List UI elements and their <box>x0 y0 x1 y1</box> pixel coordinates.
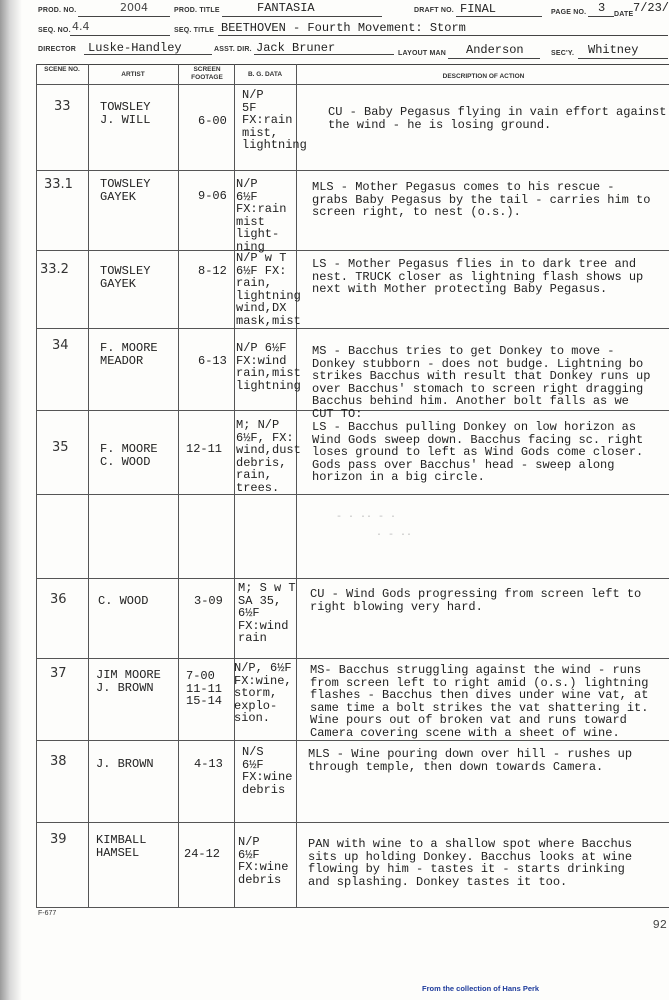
row-divider <box>36 740 669 741</box>
description-cell: CU - Wind Gods progressing from screen left to right blowing very hard. <box>310 587 642 614</box>
table-bottom-border <box>36 907 669 908</box>
description-cell: PAN with wine to a shallow spot where Bacchus sits up holding Donkey. Bacchus looks at wine flowing by him - tastes it - starts drinking and splashing. Donkey tastes it too. <box>308 837 633 889</box>
row-divider <box>36 170 669 171</box>
draft-no-line <box>456 16 542 17</box>
secy-value: Whitney <box>588 43 639 57</box>
layout-man-line <box>448 58 540 59</box>
prod-title-value: FANTASIA <box>257 1 315 15</box>
seq-title-label: SEQ. TITLE <box>174 27 215 34</box>
bg-data-cell: M; S w T SA 35, 6½F FX:wind rain <box>238 581 296 645</box>
scan-edge-shadow <box>0 0 22 1000</box>
description-cell: LS - Mother Pegasus flies in to dark tree and nest. TRUCK closer as lightning flash shows up next with Mother protecting Baby Pegasus. <box>312 257 644 296</box>
scene-number: 39 <box>50 832 67 847</box>
draft-no-value: FINAL <box>460 2 497 16</box>
page-no-label: PAGE NO. <box>551 9 587 16</box>
prod-title-line <box>222 16 382 17</box>
prod-title-label: PROD. TITLE <box>174 7 220 14</box>
prod-no-value: 2004 <box>120 1 148 14</box>
scene-number: 36 <box>50 592 67 607</box>
footage-cell: 6-13 <box>198 354 227 368</box>
row-divider <box>36 494 669 495</box>
col-header-scene: SCENE NO. <box>44 66 80 73</box>
bg-data-cell: N/P 6½F FX:wind rain,mist lightning <box>236 341 301 393</box>
seq-title-line <box>218 35 668 36</box>
prod-no-line <box>78 16 170 17</box>
director-value: Luske-Handley <box>88 41 182 55</box>
header-divider <box>36 84 669 85</box>
scene-number: 35 <box>52 440 69 455</box>
col-header-bg: B. G. DATA <box>247 71 283 78</box>
bg-data-cell: M; N/P 6½F, FX: wind,dust debris, rain, trees. <box>236 418 301 495</box>
form-code: F-677 <box>38 910 57 917</box>
draft-no-label: DRAFT NO. <box>414 7 454 14</box>
column-divider <box>178 64 179 908</box>
layout-man-value: Anderson <box>466 43 524 57</box>
bg-data-cell: N/P, 6½F FX:wine, storm, explo- sion. <box>234 661 292 725</box>
column-divider <box>88 64 89 908</box>
artist-cell: TOWSLEY J. WILL <box>100 100 151 127</box>
description-cell: MLS - Wine pouring down over hill - rushes up through temple, then down towards Camera. <box>308 747 633 774</box>
scene-table <box>36 64 669 908</box>
date-label: DATE <box>614 11 634 18</box>
seq-no-label: SEQ. NO. <box>38 27 71 34</box>
description-cell: CU - Baby Pegasus flying in vain effort against the wind - he is losing ground. <box>328 105 667 132</box>
description-cell: MS- Bacchus struggling against the wind - runs from screen left to right amid (o.s.) lightning flashes - Bacchus then dives under wine vat, at same time a bolt strikes the vat shattering it. Wine pours out of broken vat and runs toward Camera covering scene with a sheet of wine. <box>310 663 649 740</box>
layout-man-label: LAYOUT MAN <box>398 50 447 57</box>
page-no-line <box>588 16 614 17</box>
scene-number: 38 <box>50 754 67 769</box>
description-cell: LS - Bacchus pulling Donkey on low horizon as Wind Gods sweep down. Bacchus facing sc. right loses ground to left as Wind Gods come closer. Gods pass over Bacchus' head - sweep along horizon in a big circle. <box>312 420 644 484</box>
column-divider <box>36 64 37 908</box>
row-divider <box>36 328 669 329</box>
artist-cell: JIM MOORE J. BROWN <box>96 668 161 695</box>
seq-no-line <box>70 35 170 36</box>
column-divider <box>234 64 235 908</box>
footage-cell: 6-00 <box>198 114 227 128</box>
bg-data-cell: N/S 6½F FX:wine debris <box>242 745 293 797</box>
erased-marks: - · ·· - · <box>336 512 397 523</box>
page-mark: 92 <box>652 918 667 932</box>
footage-cell: 3-09 <box>194 594 223 608</box>
asst-dir-value: Jack Bruner <box>256 41 336 55</box>
scene-number: 33 <box>54 99 71 114</box>
scene-number: 37 <box>50 666 67 681</box>
asst-dir-label: ASST. DIR. <box>214 46 252 53</box>
table-top-border <box>36 64 669 65</box>
date-value: 7/23/ <box>633 1 669 15</box>
bg-data-cell: N/P 6½F FX:wine debris <box>238 835 289 887</box>
col-header-footage: SCREEN FOOTAGE <box>191 66 223 81</box>
bg-data-cell: N/P w T 6½F FX: rain, lightning wind,DX mask,mist <box>236 251 301 328</box>
col-header-description: DESCRIPTION OF ACTION <box>442 73 525 80</box>
footage-cell: 7-00 11-11 15-14 <box>186 669 223 708</box>
row-divider <box>36 822 669 823</box>
row-divider <box>36 578 669 579</box>
description-cell: MLS - Mother Pegasus comes to his rescue - grabs Baby Pegasus by the tail - carries him to screen right, to nest (o.s.). <box>312 180 651 219</box>
collection-credit: From the collection of Hans Perk <box>422 984 540 993</box>
director-label: DIRECTOR <box>38 46 77 53</box>
col-header-artist: ARTIST <box>121 71 145 78</box>
footage-cell: 8-12 <box>198 264 227 278</box>
artist-cell: KIMBALL HAMSEL <box>96 833 147 860</box>
artist-cell: C. WOOD <box>98 594 149 608</box>
artist-cell: J. BROWN <box>96 757 154 771</box>
scene-number: 33.1 <box>44 177 73 192</box>
artist-cell: TOWSLEY GAYEK <box>100 177 151 204</box>
artist-cell: F. MOORE MEADOR <box>100 341 158 368</box>
footage-cell: 4-13 <box>194 757 223 771</box>
footage-cell: 9-06 <box>198 189 227 203</box>
footage-cell: 12-11 <box>186 442 223 456</box>
seq-no-value: 4.4 <box>72 20 90 33</box>
page-no-value: 3 <box>598 1 606 15</box>
seq-title-value: BEETHOVEN - Fourth Movement: Storm <box>221 21 466 35</box>
row-divider <box>36 658 669 659</box>
secy-line <box>578 58 668 59</box>
scene-number: 34 <box>52 338 69 353</box>
row-divider <box>36 250 669 251</box>
prod-no-label: PROD. NO. <box>38 7 77 14</box>
footage-cell: 24-12 <box>184 847 221 861</box>
erased-marks: · - ·· <box>376 530 413 541</box>
artist-cell: TOWSLEY GAYEK <box>100 264 151 291</box>
bg-data-cell: N/P 6½F FX:rain mist light- ning <box>236 177 287 254</box>
bg-data-cell: N/P 5F FX:rain mist, lightning <box>242 88 307 152</box>
secy-label: SEC'Y. <box>551 50 575 57</box>
description-cell: MS - Bacchus tries to get Donkey to move - Donkey stubborn - does not budge. Lightning bo strikes Bacchus with result that Donkey runs up over Bacchus' stomach to screen right dragging Bacchus behind him. Another bolt falls as we CUT TO: <box>312 344 651 421</box>
artist-cell: F. MOORE C. WOOD <box>100 442 158 469</box>
scene-number: 33.2 <box>40 262 69 277</box>
